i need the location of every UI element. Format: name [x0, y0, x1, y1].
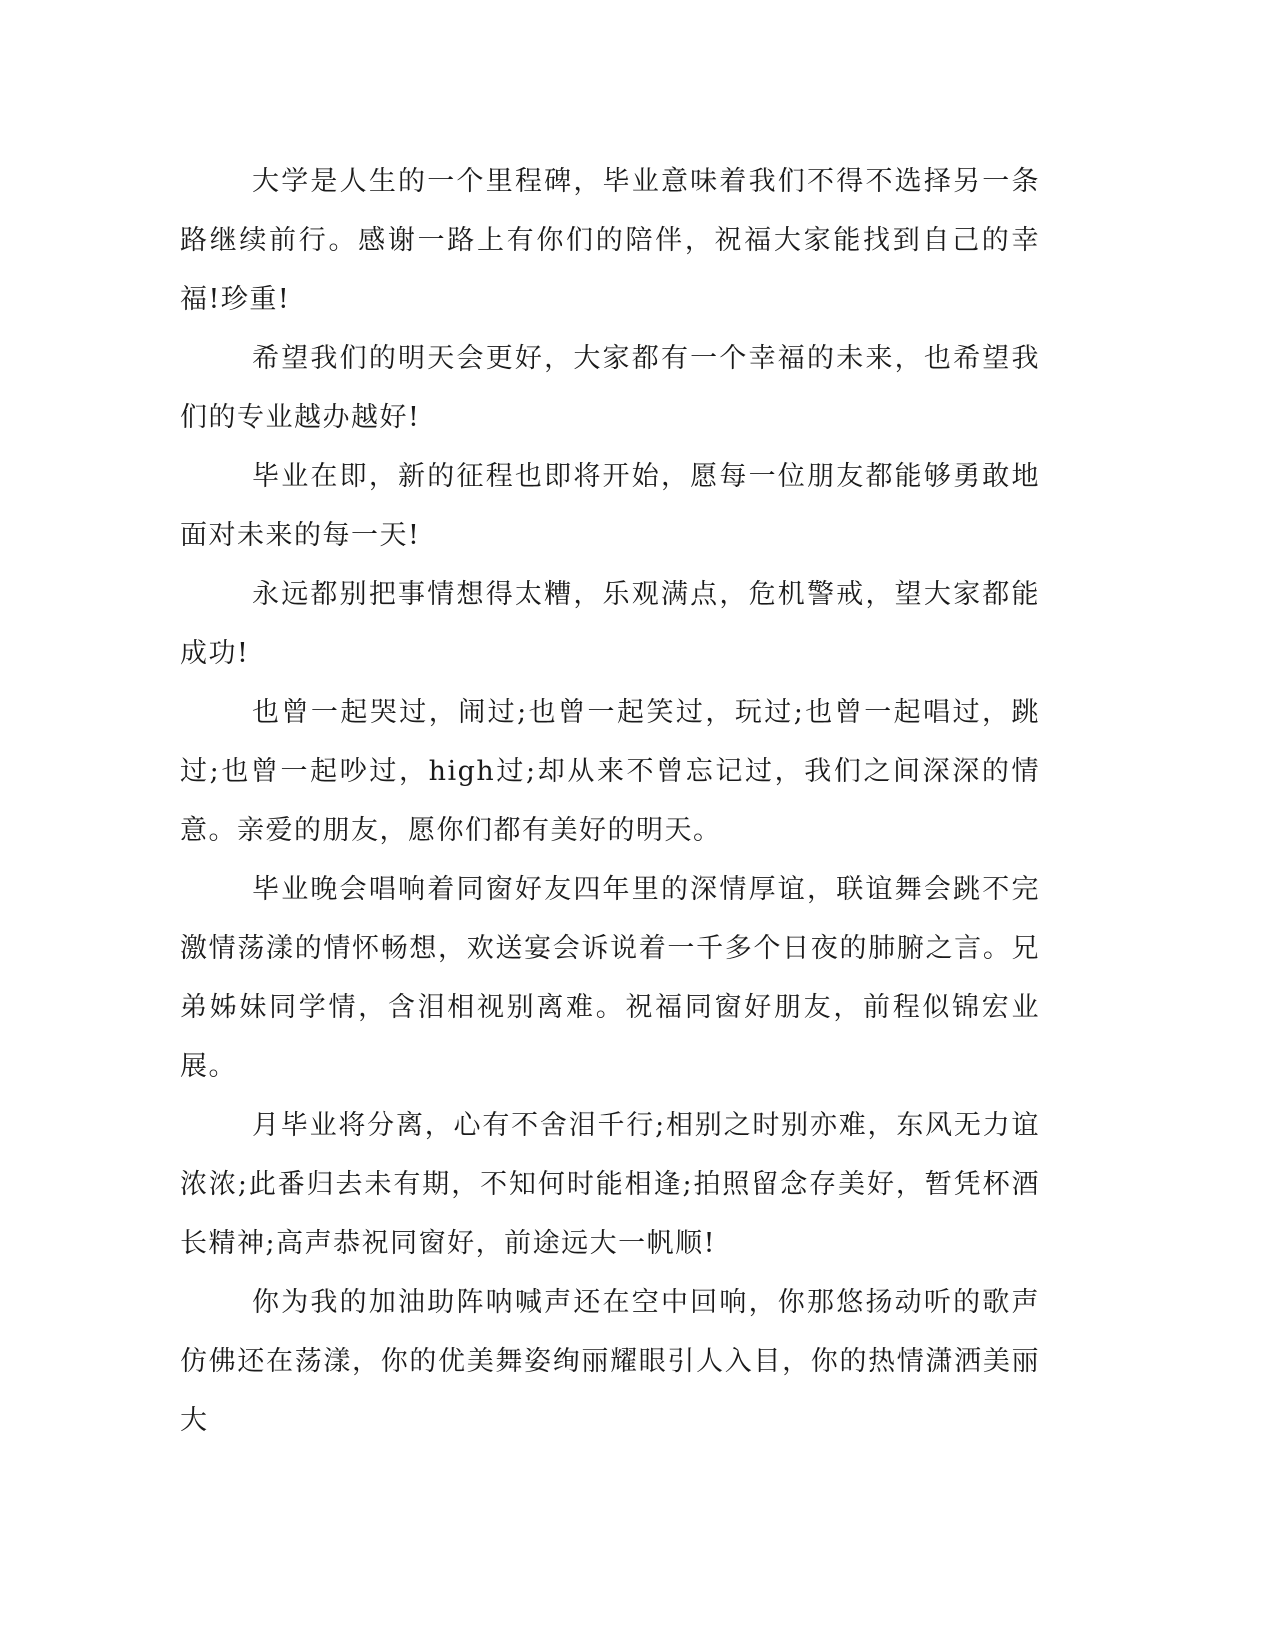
paragraph: 永远都别把事情想得太糟，乐观满点，危机警戒，望大家都能成功! — [180, 579, 1040, 669]
paragraph: 毕业在即，新的征程也即将开始，愿每一位朋友都能够勇敢地面对未来的每一天! — [180, 461, 1040, 551]
paragraph: 月毕业将分离，心有不舍泪千行;相别之时别亦难，东风无力谊浓浓;此番归去未有期，不知何时能相逢;拍照留念存美好，暂凭杯酒长精神;高声恭祝同窗好，前途远大一帆顺! — [180, 1110, 1040, 1259]
paragraph: 你为我的加油助阵呐喊声还在空中回响，你那悠扬动听的歌声仿佛还在荡漾，你的优美舞姿绚丽耀眼引人入目，你的热情潇洒美丽大 — [180, 1287, 1040, 1436]
paragraph: 希望我们的明天会更好，大家都有一个幸福的未来，也希望我们的专业越办越好! — [180, 343, 1040, 433]
paragraph: 也曾一起哭过，闹过;也曾一起笑过，玩过;也曾一起唱过，跳过;也曾一起吵过，high过;却从来不曾忘记过，我们之间深深的情意。亲爱的朋友，愿你们都有美好的明天。 — [180, 697, 1040, 846]
document-body — [180, 152, 1040, 1450]
paragraph: 大学是人生的一个里程碑，毕业意味着我们不得不选择另一条路继续前行。感谢一路上有你们的陪伴，祝福大家能找到自己的幸福!珍重! — [180, 166, 1040, 315]
paragraph: 毕业晚会唱响着同窗好友四年里的深情厚谊，联谊舞会跳不完激情荡漾的情怀畅想，欢送宴会诉说着一千多个日夜的肺腑之言。兄弟姊妹同学情，含泪相视别离难。祝福同窗好朋友，前程似锦宏业展。 — [180, 874, 1040, 1082]
